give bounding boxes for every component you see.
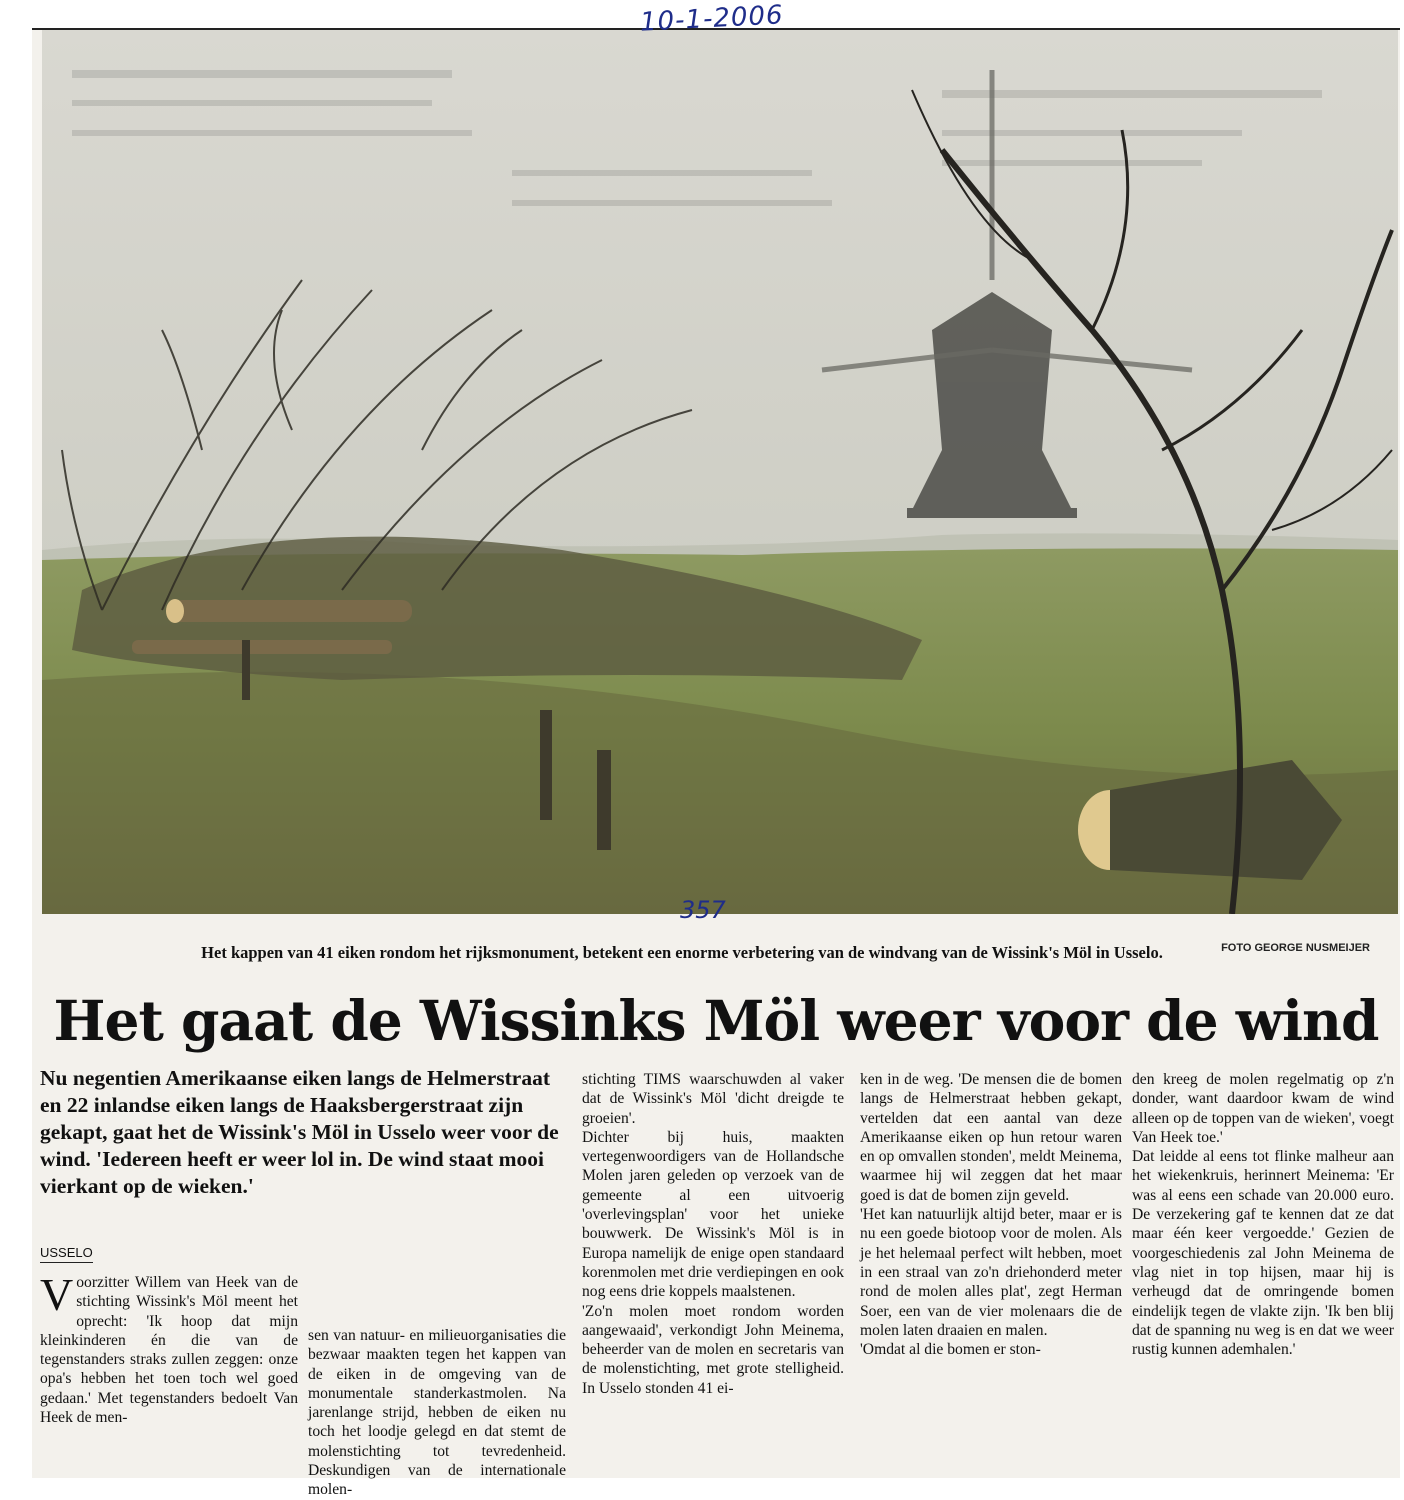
column-2-text: sen van natuur- en milieuorganisaties die bezwaar maakten tegen het kappen van de eiken in de omgeving van de monumentale standerkastmolen. Na jarenlange strijd, hebben de eiken nu toch het loodje gelegd en dat stemt de molenstichting tot tevredenheid. Deskundigen van de internationale molen-: [308, 1327, 566, 1499]
column-3-paragraph: Dichter bij huis, maakten vertegenwoordigers van de Hollandsche Molen jaren geleden op verzoek van de gemeente al een uitvoerig 'overlevingsplan' voor het unieke bouwwerk. De Wissink's Möl is in Europa namelijk de enige open standaard korenmolen met drie verdiepingen en ook nog eens drie koppels maalstenen.: [582, 1128, 844, 1301]
column-5-paragraph: Dat leidde al eens tot flinke malheur aan het wiekenkruis, herinnert Meinema: 'Er was al eens een schade van 20.000 euro. De verzekering gaf te kennen dat ze dat maar één keer vergoedde.' Gezien de voorgeschiedenis zal John Meinema de vlag niet in top hijsen, maar hij is verheugd dat de omringende bomen eindelijk tegen de vlakte zijn. 'Ik ben blij dat de spanning nu weg is en dat we weer rustig kunnen ademhalen.': [1132, 1148, 1394, 1359]
column-3-paragraph: stichting TIMS waarschuwden al vaker dat de Wissink's Möl 'dicht dreigde te groeien'.: [582, 1071, 844, 1127]
article-column-2: [308, 1326, 566, 1500]
column-4-paragraph: 'Omdat al die bomen er ston-: [860, 1341, 1041, 1359]
article-headline: Het gaat de Wissinks Möl weer voor de wind: [53, 988, 1379, 1053]
photo-caption: Het kappen van 41 eiken rondom het rijksmonument, betekent een enorme verbetering van de windvang van de Wissink's Möl in Usselo.: [201, 943, 1163, 962]
column-1-text: oorzitter Willem van Heek van de stichting Wissink's Möl meent het oprecht: 'Ik hoop dat mijn kleinkinderen én die van de tegenstanders straks zullen zeggen: onze opa's hebben het toen toch wel goed gedaan.' Met tegenstanders bedoelt Van Heek de men-: [40, 1274, 298, 1427]
handwritten-number: 357: [680, 896, 726, 924]
column-4-paragraph: ken in de weg. 'De mensen die de bomen langs de Helmerstraat hebben gekapt, vertelden dat een aantal van deze Amerikaanse eiken op hun retour waren en op omvallen stonden', meldt Meinema, waarmee hij wil zeggen dat het maar goed is dat de bomen zijn geveld.: [860, 1071, 1122, 1204]
article-column-1: [40, 1269, 298, 1427]
drop-cap: V: [40, 1269, 74, 1320]
article-column-4: [860, 1070, 1122, 1359]
dateline: USSELO: [40, 1245, 93, 1263]
windmill-photo-illustration: [42, 30, 1398, 914]
column-3-paragraph: 'Zo'n molen moet rondom worden aangewaaid', verkondigt John Meinema, beheerder van de molen en secretaris van de molenstichting, met grote stelligheid. In Usselo stonden 41 ei-: [582, 1302, 844, 1397]
article-column-5: [1132, 1070, 1394, 1359]
handwritten-date: 10-1-2006: [639, 0, 785, 38]
article-intro: Nu negentien Amerikaanse eiken langs de Helmerstraat en 22 inlandse eiken langs de Haaksbergerstraat zijn gekapt, gaat het de Wissink's Möl in Usselo weer voor de wind. 'Iedereen heeft er weer lol in. De wind staat mooi vierkant op de wieken.': [40, 1066, 559, 1198]
article-column-3: [582, 1070, 844, 1398]
column-4-paragraph: 'Het kan natuurlijk altijd beter, maar er is nu een goede biotoop voor de molen. Als je het helemaal perfect wilt hebben, moet in een straal van zo'n driehonderd meter rond de molen alles plat', zegt Herman Soer, een van de vier molenaars die de molen laten draaien en malen.: [860, 1206, 1122, 1339]
photo-credit: FOTO GEORGE NUSMEIJER: [1221, 942, 1370, 954]
column-5-paragraph: den kreeg de molen regelmatig op z'n donder, want daardoor kwam de wind alleen op de toppen van de wieken', voegt Van Heek toe.': [1132, 1071, 1394, 1146]
windmill-photo: [42, 30, 1398, 914]
newspaper-clipping: [32, 28, 1400, 1499]
